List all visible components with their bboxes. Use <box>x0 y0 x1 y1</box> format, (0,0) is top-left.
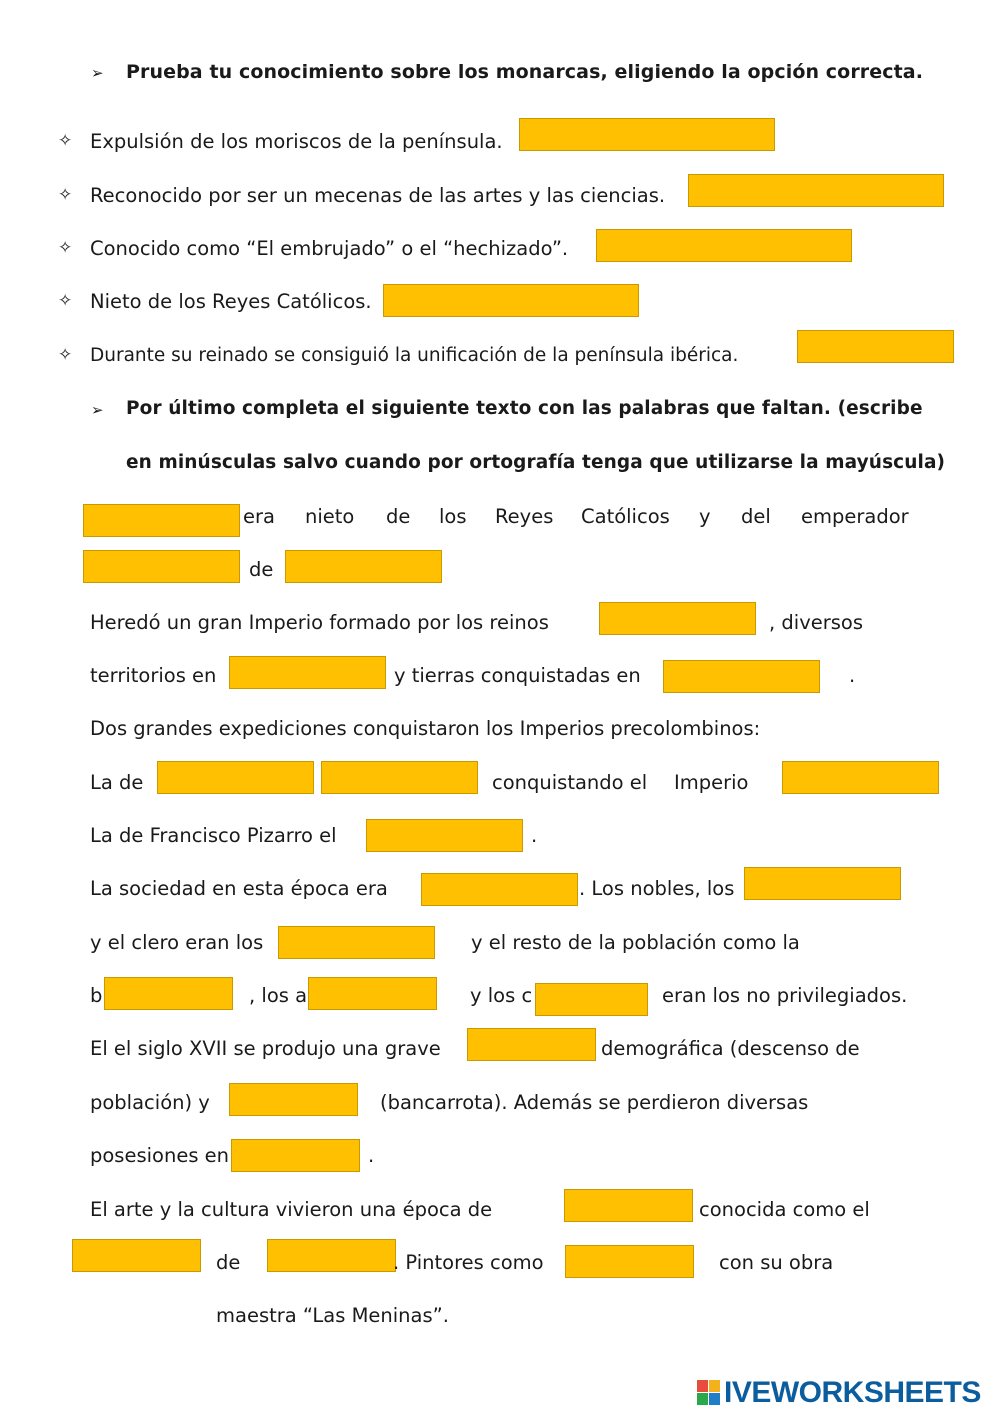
answer-input[interactable] <box>229 1083 358 1116</box>
answer-input[interactable] <box>535 983 648 1016</box>
text-word: los <box>439 505 467 528</box>
text-line: b <box>90 984 103 1007</box>
text-line: población) y <box>90 1091 210 1114</box>
text-line: y tierras conquistadas en <box>394 664 641 687</box>
text-word: y <box>699 505 711 528</box>
text-line: Dos grandes expediciones conquistaron los Imperios precolombinos: <box>90 717 761 740</box>
answer-input[interactable] <box>596 229 852 262</box>
text-line: Heredó un gran Imperio formado por los reinos <box>90 611 549 634</box>
star-bullet-icon: ✧ <box>58 131 73 151</box>
arrow-bullet-icon: ➢ <box>91 64 104 82</box>
answer-input[interactable] <box>797 330 954 363</box>
text-line: territorios en <box>90 664 217 687</box>
text-line: La de Francisco Pizarro el <box>90 824 337 847</box>
star-bullet-icon: ✧ <box>58 238 73 258</box>
text-word: de <box>386 505 411 528</box>
question-text: Nieto de los Reyes Católicos. <box>90 290 372 313</box>
logo-text: IVEWORKSHEETS <box>724 1376 981 1409</box>
text-line: y el resto de la población como la <box>471 931 800 954</box>
text-line: maestra “Las Meninas”. <box>216 1304 449 1327</box>
answer-input[interactable] <box>321 761 478 794</box>
star-bullet-icon: ✧ <box>58 185 73 205</box>
answer-input[interactable] <box>782 761 939 794</box>
answer-input[interactable] <box>688 174 944 207</box>
text-line: La sociedad en esta época era <box>90 877 388 900</box>
answer-input[interactable] <box>267 1239 396 1272</box>
answer-input[interactable] <box>83 550 240 583</box>
text-line: posesiones en <box>90 1144 230 1167</box>
star-bullet-icon: ✧ <box>58 345 73 365</box>
arrow-bullet-icon: ➢ <box>91 401 104 419</box>
question-text: Durante su reinado se consiguió la unificación de la península ibérica. <box>90 345 739 366</box>
star-bullet-icon: ✧ <box>58 291 73 311</box>
text-word: Católicos <box>581 505 670 528</box>
answer-input[interactable] <box>663 660 820 693</box>
answer-input[interactable] <box>308 977 437 1010</box>
text-line: . Los nobles, los <box>579 877 735 900</box>
text-line: eran los no privilegiados. <box>662 984 908 1007</box>
exercise-heading-line1: Por último completa el siguiente texto con las palabras que faltan. (escribe <box>126 398 923 419</box>
text-line: , diversos <box>769 611 863 634</box>
liveworksheets-logo[interactable] <box>697 1376 981 1410</box>
answer-input[interactable] <box>83 504 240 537</box>
text-line: Imperio <box>674 771 749 794</box>
question-text: Expulsión de los moriscos de la península. <box>90 130 503 153</box>
question-text: Reconocido por ser un mecenas de las artes y las ciencias. <box>90 184 666 207</box>
text-line: El el siglo XVII se produjo una grave <box>90 1037 441 1060</box>
exercise-heading-line2: en minúsculas salvo cuando por ortografía tenga que utilizarse la mayúscula) <box>126 452 946 473</box>
text-line: El arte y la cultura vivieron una época de <box>90 1198 493 1221</box>
text-word: Reyes <box>495 505 554 528</box>
answer-input[interactable] <box>157 761 314 794</box>
text-word: era <box>243 505 275 528</box>
text-word: del <box>741 505 771 528</box>
answer-input[interactable] <box>104 977 233 1010</box>
answer-input[interactable] <box>467 1028 596 1061</box>
answer-input[interactable] <box>744 867 901 900</box>
text-word: de <box>249 558 274 581</box>
answer-input[interactable] <box>383 284 639 317</box>
text-line: . <box>849 664 856 687</box>
text-line: (bancarrota). Además se perdieron diversas <box>380 1091 809 1114</box>
answer-input[interactable] <box>278 926 435 959</box>
text-line: conquistando el <box>492 771 648 794</box>
text-line: La de <box>90 771 144 794</box>
answer-input[interactable] <box>231 1139 360 1172</box>
text-line: . <box>531 824 538 847</box>
text-line: demográfica (descenso de <box>601 1037 860 1060</box>
answer-input[interactable] <box>366 819 523 852</box>
answer-input[interactable] <box>72 1239 201 1272</box>
question-text: Conocido como “El embrujado” o el “hechizado”. <box>90 237 569 260</box>
text-word: nieto <box>305 505 355 528</box>
answer-input[interactable] <box>519 118 775 151</box>
answer-input[interactable] <box>565 1245 694 1278</box>
text-line: . Pintores como <box>393 1251 544 1274</box>
answer-input[interactable] <box>599 602 756 635</box>
logo-grid-icon <box>697 1380 721 1406</box>
answer-input[interactable] <box>229 656 386 689</box>
text-line: , los a <box>249 984 308 1007</box>
text-line: de <box>216 1251 241 1274</box>
answer-input[interactable] <box>564 1189 693 1222</box>
text-line: y los c <box>470 984 533 1007</box>
answer-input[interactable] <box>285 550 442 583</box>
text-line: conocida como el <box>699 1198 870 1221</box>
text-line: . <box>368 1144 375 1167</box>
question-heading: Prueba tu conocimiento sobre los monarcas, eligiendo la opción correcta. <box>126 61 924 83</box>
text-line: y el clero eran los <box>90 931 264 954</box>
text-word: emperador <box>801 505 909 528</box>
text-line: con su obra <box>719 1251 834 1274</box>
answer-input[interactable] <box>421 873 578 906</box>
